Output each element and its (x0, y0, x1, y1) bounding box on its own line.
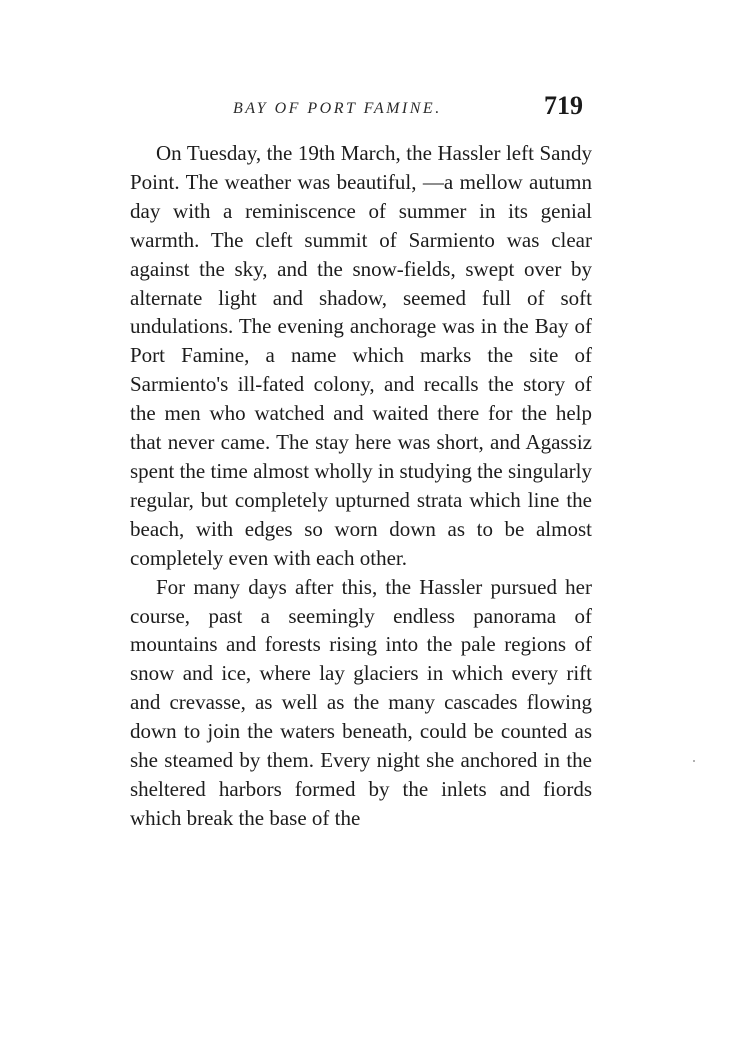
paragraph: On Tuesday, the 19th March, the Hassler left Sandy Point. The weather was beautiful, —a mellow autumn day with a reminiscence of summer in its genial warmth. The cleft summit of Sarmiento was clear against the sky, and the snow-fields, swept over by alternate light and shadow, seemed full of soft undulations. The evening anchorage was in the Bay of Port Famine, a name which marks the site of Sarmiento's ill-fated colony, and recalls the story of the men who watched and waited there for the help that never came. The stay here was short, and Agassiz spent the time almost wholly in studying the singularly regular, but completely upturned strata which line the beach, with edges so worn down as to be almost completely even with each other. (130, 141, 592, 570)
paragraph: For many days after this, the Hassler pursued her course, past a seemingly endless panorama of mountains and forests rising into the pale regions of snow and ice, where lay glaciers in which every rift and crevasse, as well as the many cascades flowing down to join the waters beneath, could be counted as she steamed by them. Every night she anchored in the sheltered harbors formed by the inlets and fiords which break the base of the (130, 574, 592, 830)
running-head: BAY OF PORT FAMINE. (233, 100, 442, 117)
page-number: 719 (544, 91, 583, 120)
body-text (130, 139, 592, 833)
paper-speck (693, 760, 695, 762)
